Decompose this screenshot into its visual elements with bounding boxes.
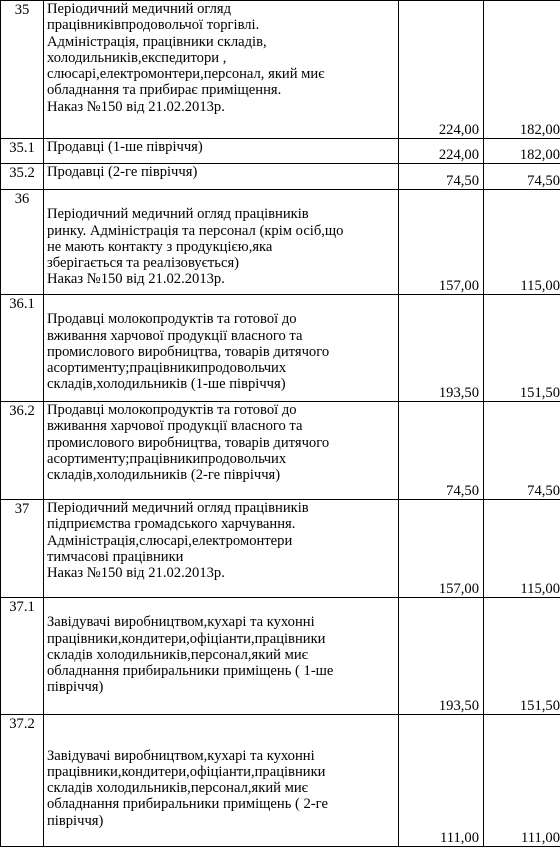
price-value-alt: 182,00 (484, 139, 560, 164)
row-description (44, 295, 399, 402)
description-line: тимчасові працівники (47, 548, 184, 565)
row-description (44, 598, 399, 715)
description-line: обладнання прибиральники приміщень ( 1-ше (47, 663, 334, 680)
description-line: Наказ №150 від 21.02.2013р. (47, 271, 225, 288)
description-line: Завідувачі виробництвом,кухарі та кухонні (47, 614, 315, 631)
price-value-alt: 115,00 (484, 500, 560, 598)
description-line: асортименту;працівникипродовольчих (47, 360, 287, 377)
row-description (44, 715, 399, 847)
price-value: 111,00 (399, 715, 484, 847)
row-number: 35.1 (1, 139, 44, 164)
description-line: обладнання прибиральники приміщень ( 2-ге (47, 796, 328, 813)
description-line: працівники,кондитери,офіціанти,працівники (47, 630, 326, 647)
price-value: 157,00 (399, 190, 484, 295)
description-line: підприємства громадського харчування. (47, 516, 296, 533)
table-row (1, 402, 560, 500)
price-value-alt: 74,50 (484, 164, 560, 190)
price-value: 74,50 (399, 402, 484, 500)
description-line: промислового виробництва, товарів дитячого (47, 343, 330, 360)
description-line: асортименту;працівникипродовольчих (47, 450, 287, 467)
row-description (44, 500, 399, 598)
description-line: обладнання та прибирає приміщення. (47, 82, 282, 99)
description-line: Завідувачі виробництвом,кухарі та кухонні (47, 747, 315, 764)
row-number: 35.2 (1, 164, 44, 190)
description-line: Продавці молокопродуктів та готової до (47, 402, 297, 418)
description-line: складів,холодильників (1-ше півріччя) (47, 376, 286, 393)
price-value-alt: 115,00 (484, 190, 560, 295)
description-line: холодильників,експедитори , (47, 49, 227, 66)
price-value: 74,50 (399, 164, 484, 190)
row-description (44, 190, 399, 295)
table-row (1, 1, 560, 139)
price-value: 224,00 (399, 139, 484, 164)
description-line: вживання харчової продукції власного та (47, 418, 303, 435)
description-line (47, 295, 394, 311)
description-line: працівниківпродовольчої торгівлі. (47, 17, 260, 34)
table-row (1, 139, 560, 164)
description-line (47, 731, 394, 747)
row-number: 36.2 (1, 402, 44, 500)
description-line: Продавці (2-ге півріччя) (47, 164, 198, 180)
description-line: Продавці (1-ше півріччя) (47, 139, 203, 155)
description-line (47, 598, 394, 614)
description-line: Наказ №150 від 21.02.2013р. (47, 98, 225, 115)
description-line: складів,холодильників (2-ге півріччя) (47, 467, 281, 484)
description-line: Продавці молокопродуктів та готової до (47, 311, 297, 328)
description-line: працівники,кондитери,офіціанти,працівники (47, 763, 326, 780)
description-line: півріччя) (47, 812, 104, 829)
description-line: Періодичний медичний огляд працівників (47, 500, 309, 516)
price-value-alt: 182,00 (484, 1, 560, 139)
description-line: складів холодильників,персонал,який миє (47, 646, 308, 663)
row-number: 36.1 (1, 295, 44, 402)
row-number: 37.2 (1, 715, 44, 847)
row-description (44, 1, 399, 139)
row-number: 37 (1, 500, 44, 598)
table-row (1, 164, 560, 190)
row-number: 37.1 (1, 598, 44, 715)
row-description (44, 164, 399, 190)
table-row (1, 715, 560, 847)
table-row (1, 190, 560, 295)
price-value-alt: 111,00 (484, 715, 560, 847)
description-line: Адміністрація,слюсарі,електромонтери (47, 532, 293, 549)
row-description (44, 139, 399, 164)
description-line: зберігається та реалізовується) (47, 255, 240, 272)
row-number: 36 (1, 190, 44, 295)
description-line: вживання харчової продукції власного та (47, 327, 303, 344)
price-value-alt: 151,50 (484, 295, 560, 402)
description-line: слюсарі,електромонтери,персонал, який миє (47, 66, 325, 83)
description-line: не мають контакту з продукцією,яка (47, 238, 273, 255)
table-row (1, 500, 560, 598)
description-line: промислового виробництва, товарів дитячого (47, 434, 330, 451)
description-line: півріччя) (47, 679, 104, 696)
price-value: 193,50 (399, 598, 484, 715)
description-line: Адміністрація, працівники складів, (47, 33, 267, 50)
price-value-alt: 151,50 (484, 598, 560, 715)
description-line (47, 715, 394, 731)
description-line (47, 190, 394, 206)
row-number: 35 (1, 1, 44, 139)
price-value: 193,50 (399, 295, 484, 402)
row-description (44, 402, 399, 500)
table-row (1, 295, 560, 402)
description-line: складів холодильників,персонал,який миє (47, 780, 308, 797)
description-line: Наказ №150 від 21.02.2013р. (47, 565, 225, 582)
description-line: Періодичний медичний огляд працівників (47, 206, 309, 223)
price-value: 224,00 (399, 1, 484, 139)
description-line: Періодичний медичний огляд (47, 1, 232, 17)
description-line: ринку. Адміністрація та персонал (крім осіб,що (47, 222, 344, 239)
price-value-alt: 74,50 (484, 402, 560, 500)
price-value: 157,00 (399, 500, 484, 598)
table-row (1, 598, 560, 715)
